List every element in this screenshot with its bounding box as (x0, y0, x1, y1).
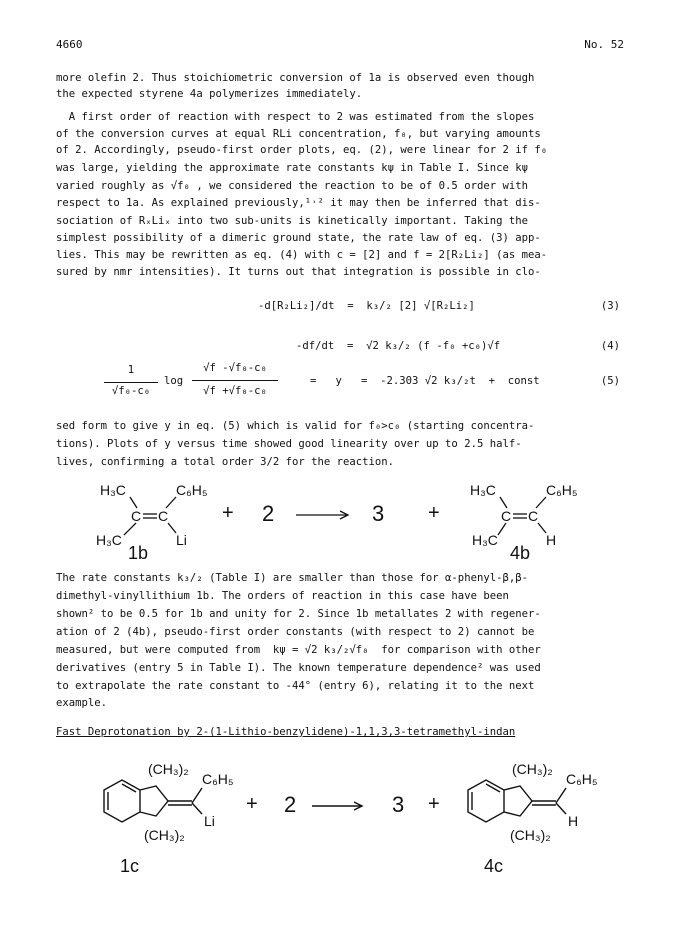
scheme2-product-benzene (468, 780, 504, 822)
scheme2-p-phenyl: C₆H₅ (566, 771, 598, 787)
scheme2-r-bot: (CH₃)₂ (144, 827, 185, 843)
equation-3: -d[R₂Li₂]/dt = k₃/₂ [2] √[R₂Li₂] (258, 300, 475, 312)
scheme1-bond (500, 497, 507, 508)
para4-line: to extrapolate the rate constant to -44° (entry 6), relating it to the next (56, 680, 535, 692)
scheme1-bond (130, 497, 137, 508)
para2-line: lies. This may be rewritten as eq. (4) with c = [2] and f = 2[R₂Li₂] (as mea- (56, 249, 548, 261)
scheme1-plus1: + (222, 502, 234, 524)
section-title: Fast Deprotonation by 2-(1-Lithio-benzylidene)-1,1,3,3-tetramethyl-indan (56, 726, 516, 738)
eq5-right-numerator: √f -√f₀-c₀ (203, 362, 267, 374)
equation-3-number: (3) (600, 300, 620, 312)
eq5-left-denominator: √f₀-c₀ (111, 385, 151, 397)
scheme2-r-top: (CH₃)₂ (148, 761, 189, 777)
eq5-right-fraction-bar (192, 380, 278, 381)
scheme1-label-1b: 1b (128, 543, 149, 563)
para4-line: example. (56, 697, 108, 709)
scheme1-bond (166, 497, 176, 508)
para4-line: derivatives (entry 5 in Table I). The known temperature dependence² was used (56, 662, 541, 674)
para4-line: ation of 2 (4b), pseudo-first order constants (with respect to 2) cannot be (56, 626, 535, 638)
eq5-left-numerator: 1 (127, 364, 135, 376)
scheme1-label-4b: 4b (510, 543, 531, 563)
scheme1-product3: 3 (372, 501, 385, 526)
para2-line: sured by nmr intensities). It turns out that integration is possible in clo- (56, 266, 541, 278)
scheme1-p-c2: C (528, 508, 539, 524)
para1-line: the expected styrene 4a polymerizes immediately. (56, 88, 363, 100)
para1-line: more olefin 2. Thus stoichiometric conversion of 1a is observed even though (56, 72, 535, 84)
scheme1-bond (168, 523, 176, 533)
reaction-scheme-1 (0, 475, 680, 565)
scheme2-reactant-five-ring (140, 786, 168, 816)
scheme1-p-top-left: H₃C (470, 482, 496, 498)
eq5-right-side: = y = -2.303 √2 k₃/₂t + const (310, 375, 540, 387)
scheme2-p-h: H (568, 813, 579, 829)
scheme1-p-bot-left: H₃C (472, 532, 498, 548)
scheme1-r-bot-right: Li (176, 532, 187, 548)
scheme1-r-top-right: C₆H₅ (176, 482, 208, 498)
scheme2-p-top: (CH₃)₂ (512, 761, 553, 777)
scheme2-p-bot: (CH₃)₂ (510, 827, 551, 843)
eq5-right-denominator: √f +√f₀-c₀ (203, 385, 267, 397)
scheme1-r-c1: C (131, 508, 142, 524)
scheme1-p-bot-right: H (546, 532, 557, 548)
scheme1-r-top-left: H₃C (100, 482, 126, 498)
scheme1-r-c2: C (158, 508, 169, 524)
scheme1-p-c1: C (501, 508, 512, 524)
para2-line: respect to 1a. As explained previously,¹˒² it may then be inferred that dis- (56, 197, 541, 209)
para2-line: sociation of RₓLiₓ into two sub-units is kinetically important. Taking the (56, 215, 528, 227)
para4-line: dimethyl-vinyllithium 1b. The orders of reaction in this case have been (56, 590, 509, 602)
scheme1-reagent: 2 (262, 501, 275, 526)
para3-line: lives, confirming a total order 3/2 for the reaction. (56, 456, 395, 468)
scheme2-r-phenyl: C₆H₅ (202, 771, 234, 787)
para4-line: measured, but were computed from kψ = √2 k₃/₂√f₀ for comparison with other (56, 644, 541, 656)
reaction-scheme-2 (0, 748, 680, 888)
scheme2-label-4c: 4c (484, 856, 504, 876)
scheme2-label-1c: 1c (120, 856, 140, 876)
para4-line: shown² to be 0.5 for 1b and unity for 2. Since 1b metallates 2 with regener- (56, 608, 541, 620)
para3-line: sed form to give y in eq. (5) which is valid for f₀>c₀ (starting concentra- (56, 420, 535, 432)
scheme2-product3: 3 (392, 792, 405, 817)
para2-line: was large, yielding the approximate rate constants kψ in Table I. Since kψ (56, 162, 528, 174)
para2-line: simplest possibility of a dimeric ground state, the rate law of eq. (3) app- (56, 232, 541, 244)
para2-line: A first order of reaction with respect to 2 was estimated from the slopes (56, 111, 535, 123)
scheme2-plus2: + (428, 793, 440, 815)
para3-line: tions). Plots of y versus time showed good linearity over up to 2.5 half- (56, 438, 522, 450)
scheme1-bond (124, 523, 136, 535)
scheme2-product-five-ring (504, 786, 532, 816)
scheme1-p-top-right: C₆H₅ (546, 482, 578, 498)
page-number: 4660 (56, 38, 83, 51)
equation-4: -df/dt = √2 k₃/₂ (f -f₀ +c₀)√f (296, 340, 501, 352)
scheme1-r-bot-left: H₃C (96, 532, 122, 548)
scheme1-bond (536, 497, 546, 508)
scheme2-plus1: + (246, 793, 258, 815)
para2-line: of the conversion curves at equal RLi concentration, f₀, but varying amounts (56, 128, 541, 140)
equation-4-number: (4) (600, 340, 620, 352)
para2-line: of 2. Accordingly, pseudo-first order plots, eq. (2), were linear for 2 if f₀ (56, 144, 548, 156)
scheme1-bond (538, 523, 546, 533)
scheme1-bond (498, 523, 506, 535)
scheme2-reactant-benzene (104, 780, 140, 822)
para2-line: varied roughly as √f₀ , we considered the reaction to be of 0.5 order with (56, 180, 528, 192)
scheme2-r-li: Li (204, 813, 215, 829)
eq5-left-fraction-bar (104, 382, 158, 383)
para4-line: The rate constants k₃/₂ (Table I) are smaller than those for α-phenyl-β,β- (56, 572, 528, 584)
issue-number: No. 52 (584, 38, 624, 51)
scheme2-reagent: 2 (284, 792, 297, 817)
eq5-log: log (164, 375, 184, 387)
equation-5-number: (5) (600, 375, 620, 387)
scheme1-plus2: + (428, 502, 440, 524)
